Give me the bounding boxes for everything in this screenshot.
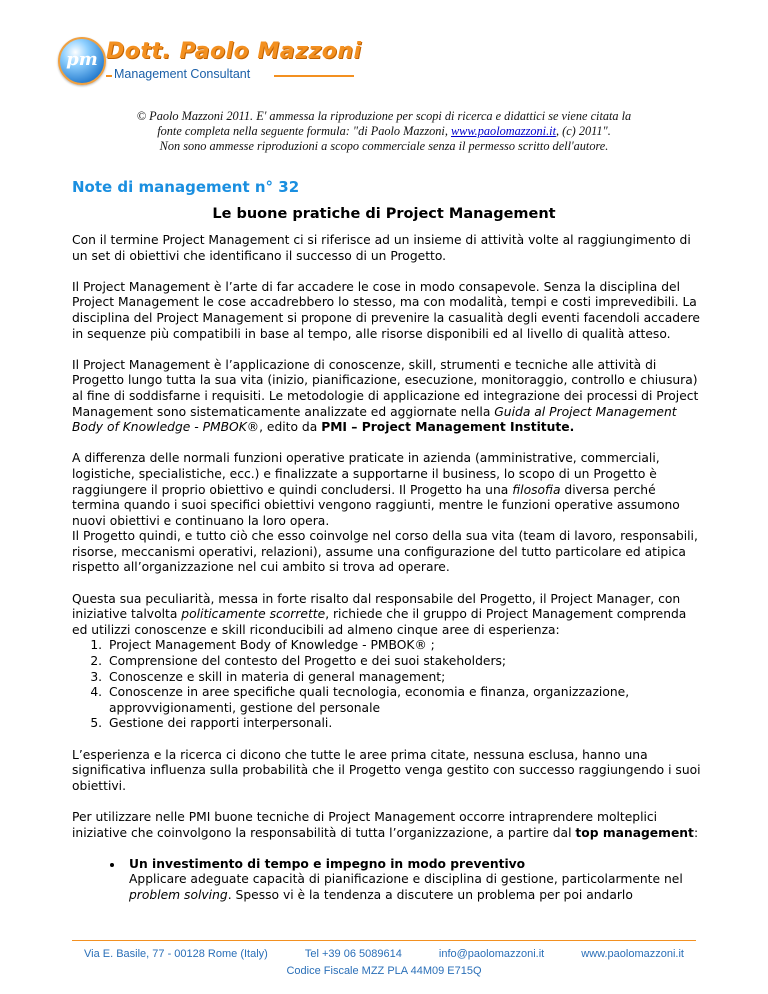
note-title: Note di management n° 32 (72, 178, 300, 196)
footer-address: Via E. Basile, 77 - 00128 Rome (Italy) (84, 948, 268, 960)
footer-website: www.paolomazzoni.it (581, 948, 684, 960)
company-logo (58, 37, 362, 93)
footer-contact-row (72, 948, 696, 960)
list-item: 3. Conoscenze e skill in materia di general management; (106, 670, 702, 686)
paragraph-7: L’esperienza e la ricerca ci dicono che tutte le aree prima citate, nessuna esclusa, hanno una significativa influenza sulla probabilità che il Progetto venga gestito con successo raggiungendo i suoi obiettivi. (72, 747, 701, 793)
footer-divider (72, 940, 696, 941)
paragraph-3 (72, 358, 702, 436)
paragraph-4-italic: filosofia (512, 482, 561, 497)
paragraph-4-text: A differenza delle normali funzioni operative praticate in azienda (amministrative, commerciali, logistiche, specialistiche, ecc.) e finalizzate a supportarne il business, lo scopo di un Progetto è raggiungere il proprio obiettivo e quindi concludersi. Il Progetto ha una (72, 451, 660, 497)
logo-name: Dott. Paolo Mazzoni (106, 39, 362, 64)
logo-divider-right (274, 75, 354, 77)
logo-divider-left (106, 75, 112, 77)
list-item: 5. Gestione dei rapporti interpersonali. (106, 716, 702, 732)
copyright-notice (100, 109, 668, 154)
pmi-name: PMI – Project Management Institute. (321, 420, 575, 435)
paragraph-6-italic: politicamente scorrette (181, 607, 326, 622)
list-item (124, 857, 702, 904)
paragraph-8-text-2: : (693, 825, 699, 840)
paragraph-4-text-2: diversa perché termina quando i suoi specifici obiettivi vengono raggiunti, mentre le funzioni operative assumono nuovi obiettivi e continuano la loro opera. (72, 482, 680, 528)
top-management-label: top management (575, 825, 694, 840)
footer-tax-code: Codice Fiscale MZZ PLA 44M09 E715Q (286, 965, 482, 977)
paragraph-6-text-2: , richiede che il gruppo di Project Management comprenda ed utilizzi conoscenze e skill riconducibili ad almeno cinque aree di esperienza: (72, 607, 687, 637)
paragraph-8 (72, 810, 702, 841)
copyright-line-2 (100, 124, 668, 139)
footer-email: info@paolomazzoni.it (438, 948, 545, 960)
list-item: 1. Project Management Body of Knowledge - PMBOK® ; (106, 638, 702, 654)
copyright-line-1: © Paolo Mazzoni 2011. E' ammessa la riproduzione per scopi di ricerca e didattici se viene citata la (136, 109, 632, 123)
logo-initials: pm (66, 49, 98, 70)
list-item: 4. Conoscenze in aree specifiche quali tecnologia, economia e finanza, organizzazione, approvvigionamenti, gestione del personale (106, 685, 702, 716)
logo-emblem-icon (58, 37, 106, 85)
copyright-website-link[interactable]: www.paolomazzoni.it (450, 124, 556, 138)
experience-areas-list (72, 638, 702, 732)
paragraph-2: Il Project Management è l’arte di far accadere le cose in modo consapevole. Senza la disciplina del Project Management le cose accadrebbero lo stesso, ma con modalità, tempi e costi imprevedibili. La disciplina del Project Management si propone di prevenire la casualità degli eventi facendoli accadere in sequenze più compatibili in base al tempo, alle risorse disponibili ed al livello di qualità atteso. (72, 279, 700, 341)
pmbok-guide-title: Guida al Project Management Body of Knowledge - PMBOK® (72, 404, 677, 435)
paragraph-3-text-2: , edito da (259, 420, 322, 435)
initiative-text: Applicare adeguate capacità di pianificazione e disciplina di gestione, particolarmente nel (129, 872, 683, 887)
copyright-line-2-end: , (c) 2011". (555, 124, 611, 138)
document-body (72, 233, 702, 904)
paragraph-5: Il Progetto quindi, e tutto ciò che esso coinvolge nel corso della sua vita (team di lavoro, responsabili, risorse, meccanismi operativi, relazioni), assume una configurazione del tutto particolare ed atipica rispetto all’organizzazione nel cui ambito si trova ad operare. (72, 529, 698, 575)
logo-subtitle-bar (106, 67, 356, 83)
paragraph-1: Con il termine Project Management ci si riferisce ad un insieme di attività volte al raggiungimento di un set di obiettivi che identificano il successo di un Progetto. (72, 233, 691, 263)
initiative-italic: problem solving (129, 887, 228, 902)
list-item: 2. Comprensione del contesto del Progetto e dei suoi stakeholders; (106, 654, 702, 670)
footer-phone: Tel +39 06 5089614 (304, 948, 402, 960)
initiative-text-2: . Spesso vi è la tendenza a discutere un problema per poi andarlo (227, 887, 633, 902)
paragraph-8-text: Per utilizzare nelle PMI buone tecniche di Project Management occorre intraprendere molteplici iniziative che coinvolgono la responsabilità di tutta l’organizzazione, a partire dal (72, 809, 658, 840)
page-footer (72, 948, 696, 977)
initiatives-list (72, 857, 702, 904)
logo-subtitle: Management Consultant (114, 67, 251, 81)
paragraph-6-text: Questa sua peculiarità, messa in forte risalto dal responsabile del Progetto, il Project Manager, con iniziative talvolta (72, 591, 681, 622)
copyright-line-2-start: fonte completa nella seguente formula: "di Paolo Mazzoni, (157, 124, 451, 138)
paragraph-4 (72, 451, 702, 529)
copyright-line-3: Non sono ammesse riproduzioni a scopo commerciale senza il permesso scritto dell'autore. (159, 139, 609, 153)
paragraph-6 (72, 592, 702, 639)
page-title: Le buone pratiche di Project Management (212, 206, 556, 222)
paragraph-3-text: Il Project Management è l’applicazione di conoscenze, skill, strumenti e tecniche alle attività di Progetto lungo tutta la sua vita (inizio, pianificazione, esecuzione, monitoraggio, controllo e chiusura) al fine di soddisfarne i requisiti. Le metodologie di applicazione ed integrazione dei processi di Project Management sono sistematicamente analizzate ed aggiornate nella (72, 357, 699, 419)
initiative-title: Un investimento di tempo e impegno in modo preventivo (129, 856, 526, 871)
